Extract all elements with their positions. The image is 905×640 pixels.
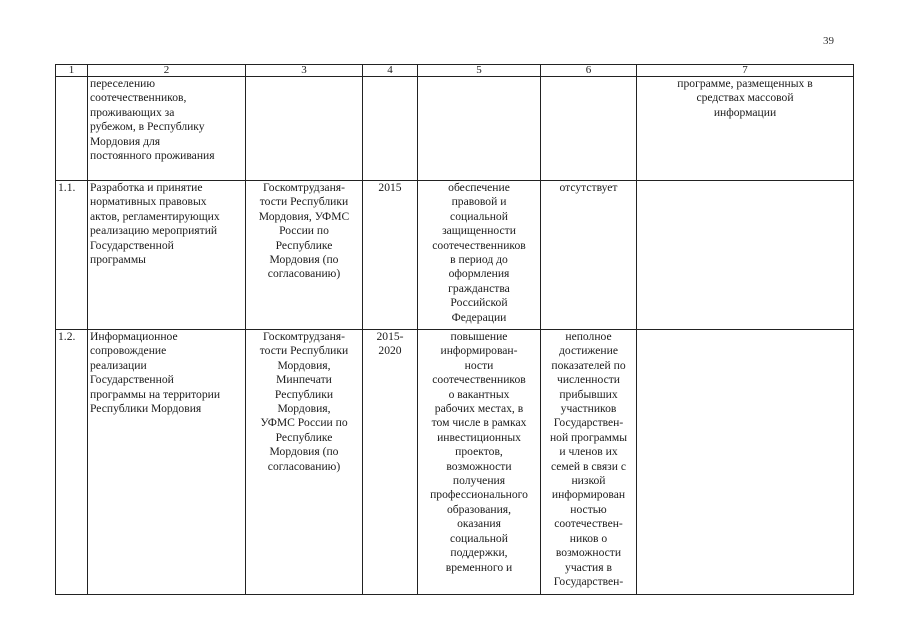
column-header-3: 3: [246, 65, 363, 77]
program-table: [55, 64, 854, 595]
link-cell: [637, 181, 854, 330]
event-cell: Информационное сопровождение реализации Государственной программы на территории Республики Мордовия: [88, 330, 246, 595]
consequence-cell: отсутствует: [541, 181, 637, 330]
column-header-2: 2: [88, 65, 246, 77]
row-number-cell: [56, 77, 88, 181]
consequence-cell: [541, 77, 637, 181]
event-cell: переселению соотечественников, проживающих за рубежом, в Республику Мордовия для постоянного проживания: [88, 77, 246, 181]
result-cell: обеспечение правовой и социальной защищенности соотечественников в период до оформления гражданства Российской Федерации: [418, 181, 541, 330]
header-row: [56, 65, 854, 77]
result-cell: повышение информирован- ности соотечественников о вакантных рабочих местах, в том числе в рамках инвестиционных проектов, возможности получения профессионального образования, оказания социальной поддержки, временного и: [418, 330, 541, 595]
event-cell: Разработка и принятие нормативных правовых актов, регламентирующих реализацию мероприятий Государственной программы: [88, 181, 246, 330]
table-row: [56, 181, 854, 330]
column-header-5: 5: [418, 65, 541, 77]
term-cell: 2015- 2020: [363, 330, 418, 595]
column-header-7: 7: [637, 65, 854, 77]
executor-cell: Госкомтрудзаня- тости Республики Мордовия, УФМС России по Республике Мордовия (по согласованию): [246, 181, 363, 330]
column-header-6: 6: [541, 65, 637, 77]
column-header-4: 4: [363, 65, 418, 77]
column-header-1: 1: [56, 65, 88, 77]
consequence-cell: неполное достижение показателей по численности прибывших участников Государствен- ной программы и членов их семей в связи с низкой информирован ностью соотечествен- ников о возможности участия в Государствен-: [541, 330, 637, 595]
term-cell: 2015: [363, 181, 418, 330]
result-cell: [418, 77, 541, 181]
executor-cell: [246, 77, 363, 181]
row-number-cell: 1.2.: [56, 330, 88, 595]
table-row: [56, 77, 854, 181]
table-row: [56, 330, 854, 595]
executor-cell: Госкомтрудзаня- тости Республики Мордовия, Минпечати Республики Мордовия, УФМС России по Республике Мордовия (по согласованию): [246, 330, 363, 595]
link-cell: [637, 330, 854, 595]
page-number: 39: [823, 35, 834, 47]
term-cell: [363, 77, 418, 181]
row-number-cell: 1.1.: [56, 181, 88, 330]
link-cell: программе, размещенных в средствах массовой информации: [637, 77, 854, 181]
